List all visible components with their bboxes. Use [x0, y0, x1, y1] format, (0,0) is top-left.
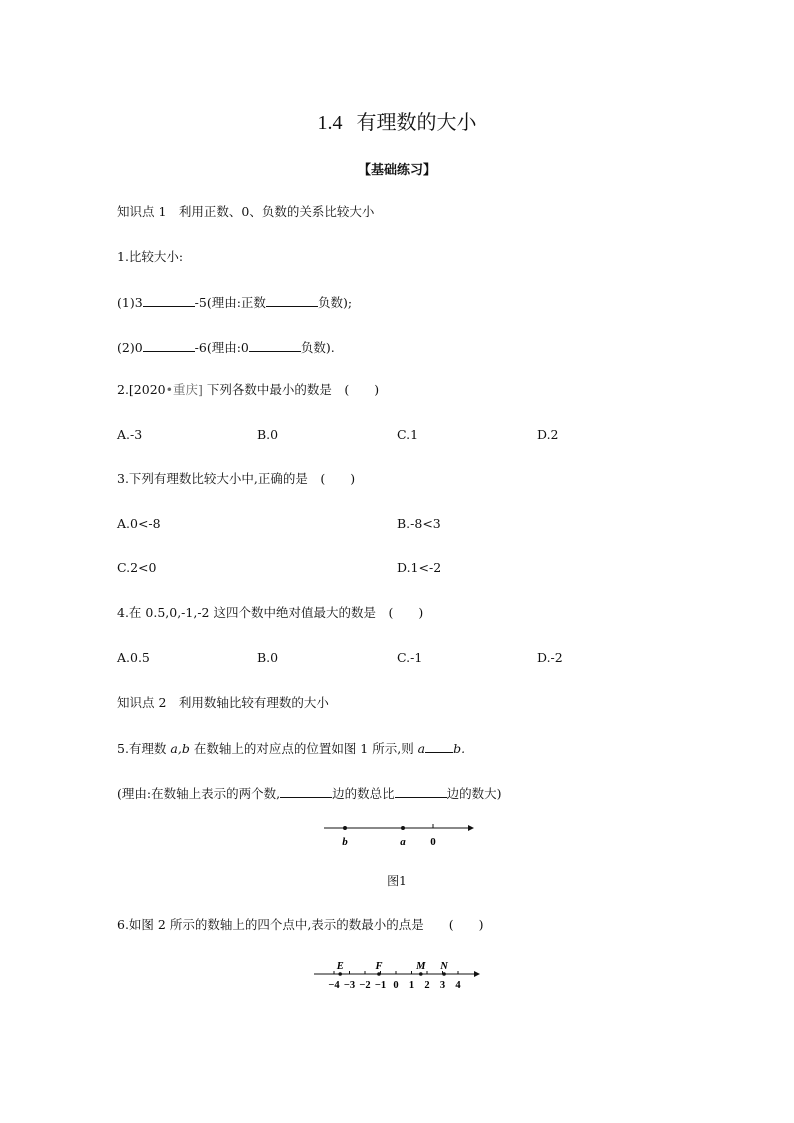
label-zero: 0 [430, 836, 436, 848]
axis-arrow [468, 825, 474, 831]
q3-option-a[interactable]: A.0<-8 [117, 516, 161, 531]
knowledge-point-1: 知识点 1 利用正数、0、负数的关系比较大小 [117, 204, 375, 219]
q2-option-d[interactable]: D.2 [537, 427, 559, 442]
tick-label: 3 [439, 980, 446, 991]
point-m [419, 972, 423, 976]
q5-var-b: b. [453, 741, 466, 756]
q1-part2-a: (2)0 [117, 340, 143, 355]
q4-stem: 4.在 0.5,0,-1,-2 这四个数中绝对值最大的数是 ( ) [117, 605, 424, 620]
tick-label: −3 [343, 980, 356, 991]
q1-part2-c: 负数). [300, 340, 335, 355]
tick-label: 2 [424, 980, 430, 991]
knowledge-point-2: 知识点 2 利用数轴比较有理数的大小 [117, 695, 329, 710]
q5-stem [117, 740, 465, 757]
q5-reason-b: 边的数总比 [332, 786, 395, 801]
q5-var-a: a [417, 741, 426, 756]
tick-label: 4 [455, 980, 461, 991]
q1-stem: 1.比较大小: [117, 249, 184, 264]
q2-stem-a: 2.[2020 [117, 382, 166, 397]
q2-option-b[interactable]: B.0 [257, 427, 279, 442]
label-a: a [400, 836, 406, 848]
point-label: M [416, 961, 426, 972]
q5-reason-c: 边的数大) [446, 786, 502, 801]
label-b: b [342, 836, 348, 848]
tick-label: 0 [393, 980, 399, 991]
q2-stem [117, 382, 379, 398]
answer-blank[interactable] [249, 339, 301, 352]
figure-1-number-line [320, 818, 480, 852]
q4-option-c[interactable]: C.-1 [397, 650, 423, 665]
point-a [401, 826, 405, 830]
answer-blank[interactable] [266, 294, 318, 307]
q2-option-c[interactable]: C.1 [397, 427, 419, 442]
figure-1-caption: 图1 [387, 874, 407, 888]
answer-blank[interactable] [143, 294, 195, 307]
point-e [338, 972, 342, 976]
q3-option-b[interactable]: B.-8<3 [397, 516, 441, 531]
point-n [442, 972, 446, 976]
q4-option-d[interactable]: D.-2 [537, 650, 563, 665]
answer-blank[interactable] [143, 339, 195, 352]
q1-part1-c: 负数); [317, 295, 353, 310]
q2-option-a[interactable]: A.-3 [117, 427, 143, 442]
q4-option-b[interactable]: B.0 [257, 650, 279, 665]
q5-reason-a: (理由:在数轴上表示的两个数, [117, 786, 281, 801]
q5-stem-b: 在数轴上的对应点的位置如图 1 所示,则 [189, 741, 418, 756]
section-subtitle: 【基础练习】 [357, 163, 436, 178]
q1-part1-a: (1)3 [117, 295, 143, 310]
point-b [343, 826, 347, 830]
q1-part2 [117, 339, 335, 356]
tick-label: −2 [359, 980, 371, 991]
tick-label: −4 [328, 980, 340, 991]
q5-vars: a,b [170, 741, 190, 756]
section-number: 1.4 [317, 112, 343, 134]
tick-label: −1 [374, 980, 387, 991]
point-f [377, 972, 381, 976]
q1-part1-b: -5(理由:正数 [194, 295, 266, 310]
point-label: E [336, 961, 344, 972]
q4-option-a[interactable]: A.0.5 [117, 650, 150, 665]
q3-option-c[interactable]: C.2<0 [117, 560, 157, 575]
answer-blank[interactable] [280, 785, 332, 798]
q5-reason [117, 785, 501, 802]
point-label: N [440, 961, 448, 972]
q1-part1 [117, 294, 352, 311]
axis-arrow [474, 971, 480, 977]
figure-2-number-line [310, 954, 490, 994]
page-title [0, 106, 794, 135]
q2-source: •重庆] [165, 382, 203, 397]
q6-stem: 6.如图 2 所示的数轴上的四个点中,表示的数最小的点是 ( ) [117, 917, 484, 932]
q3-stem: 3.下列有理数比较大小中,正确的是 ( ) [117, 471, 356, 486]
point-label: F [375, 961, 383, 972]
q1-part2-b: -6(理由:0 [194, 340, 249, 355]
tick-label: 1 [408, 980, 415, 991]
q3-option-d[interactable]: D.1<-2 [397, 560, 442, 575]
q2-stem-b: 下列各数中最小的数是 ( ) [206, 382, 380, 397]
q5-stem-a: 5.有理数 [117, 741, 171, 756]
section-title: 有理数的大小 [356, 110, 477, 134]
answer-blank[interactable] [395, 785, 447, 798]
answer-blank[interactable] [425, 740, 453, 753]
